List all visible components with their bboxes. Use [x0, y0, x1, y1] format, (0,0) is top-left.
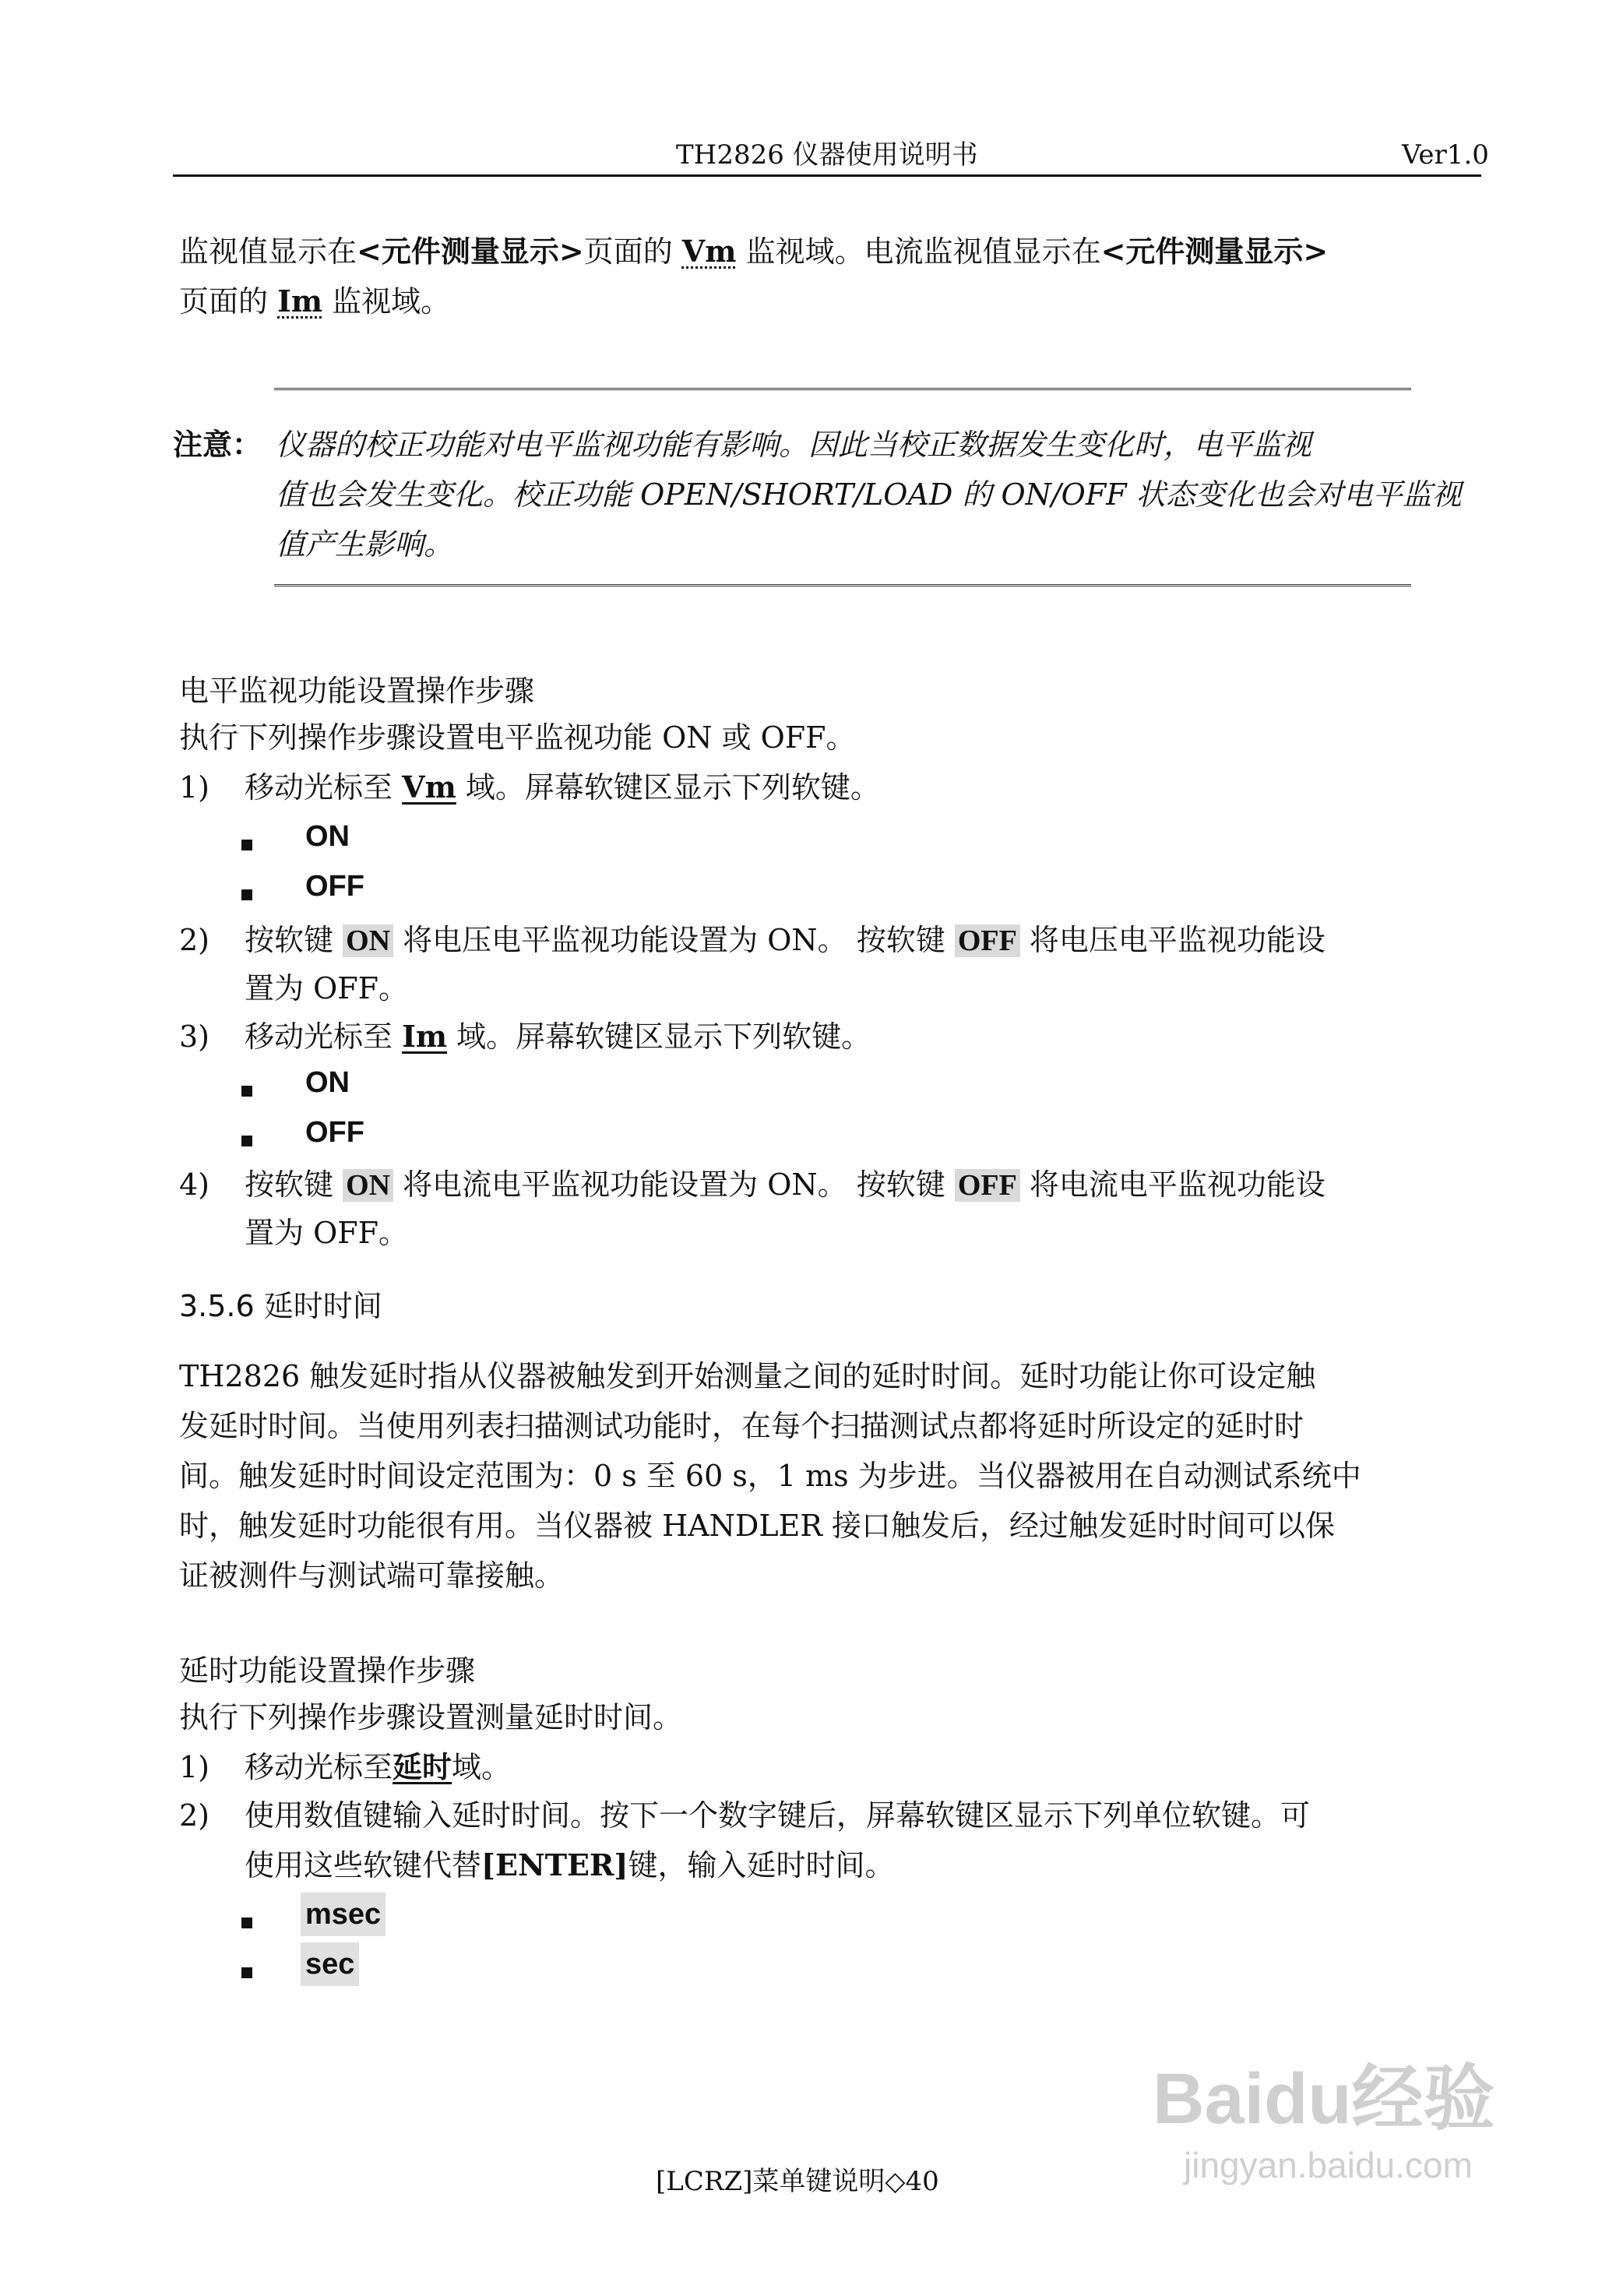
delay-intro: 执行下列操作步骤设置测量延时时间。 — [179, 1700, 683, 1734]
level-step-4-line-2: 置为 OFF。 — [245, 1216, 408, 1250]
intro-line-2: 页面的 Im 监视域。 — [179, 283, 451, 319]
softkey-on[interactable]: ON — [305, 1066, 350, 1099]
note-line-3: 值产生影响。 — [276, 527, 454, 562]
header-title: TH2826 仪器使用说明书 — [676, 139, 978, 171]
delay-step-1-num: 1) — [179, 1750, 210, 1784]
level-step-1: 移动光标至 Vm 域。屏幕软键区显示下列软键。 — [245, 769, 880, 805]
note-line-1: 仪器的校正功能对电平监视功能有影响。因此当校正数据发生变化时，电平监视 — [276, 428, 1312, 462]
section-title: 3.5.6 延时时间 — [179, 1289, 382, 1323]
enter-key: [ENTER] — [481, 1847, 628, 1882]
delay-paragraph-line-5: 证被测件与测试端可靠接触。 — [179, 1558, 565, 1593]
bullet-icon — [241, 1917, 252, 1928]
softkey-on[interactable]: ON — [305, 820, 350, 853]
level-heading: 电平监视功能设置操作步骤 — [179, 674, 535, 708]
watermark-brand: Baidu经验 — [1153, 2059, 1495, 2139]
level-step-2: 按软键 ON 将电压电平监视功能设置为 ON。 按软键 OFF 将电压电平监视功能设 — [245, 923, 1326, 957]
delay-paragraph-line-4: 时，触发延时功能很有用。当仪器被 HANDLER 接口触发后，经过触发延时时间可以保 — [179, 1509, 1336, 1543]
bullet-icon — [241, 1136, 252, 1146]
level-step-3: 移动光标至 Im 域。屏幕软键区显示下列软键。 — [245, 1019, 871, 1054]
level-step-3-num: 3) — [179, 1019, 210, 1054]
level-step-2-num: 2) — [179, 923, 210, 957]
delay-paragraph-line-1: TH2826 触发延时指从仪器被触发到开始测量之间的延时时间。延时功能让你可设定触 — [179, 1359, 1316, 1393]
note-line-2: 值也会发生变化。校正功能 OPEN/SHORT/LOAD 的 ON/OFF 状态变化也会对电平监视 — [276, 477, 1462, 512]
bullet-icon — [241, 889, 252, 900]
note-bottom-rule — [274, 584, 1411, 586]
softkey-msec[interactable]: msec — [301, 1893, 386, 1936]
softkey-sec[interactable]: sec — [301, 1942, 359, 1986]
softkey-off[interactable]: OFF — [305, 870, 364, 903]
note-top-rule — [274, 388, 1411, 390]
delay-step-2-num: 2) — [179, 1798, 210, 1833]
baidu-watermark — [1153, 2056, 1589, 2196]
level-step-2-line-2: 置为 OFF。 — [245, 971, 408, 1005]
im-field: Im — [277, 283, 323, 319]
delay-paragraph-line-3: 间。触发延时时间设定范围为：0 s 至 60 s，1 ms 为步进。当仪器被用在自动测试系统中 — [179, 1459, 1361, 1493]
delay-step-2-line-2: 使用这些软键代替[ENTER]键，输入延时时间。 — [245, 1847, 895, 1882]
level-step-4: 按软键 ON 将电流电平监视功能设置为 ON。 按软键 OFF 将电流电平监视功能设 — [245, 1167, 1326, 1202]
level-step-4-num: 4) — [179, 1167, 210, 1202]
delay-heading: 延时功能设置操作步骤 — [179, 1653, 476, 1688]
header-rule — [173, 174, 1481, 177]
delay-step-2-line-1: 使用数值键输入延时时间。按下一个数字键后，屏幕软键区显示下列单位软键。可 — [245, 1798, 1311, 1833]
header-version: Ver1.0 — [1402, 139, 1489, 171]
level-intro: 执行下列操作步骤设置电平监视功能 ON 或 OFF。 — [179, 720, 856, 755]
delay-paragraph-line-2: 发延时时间。当使用列表扫描测试功能时，在每个扫描测试点都将延时所设定的延时时 — [179, 1409, 1304, 1443]
intro-line-1: 监视值显示在<元件测量显示>页面的 Vm 监视域。电流监视值显示在<元件测量显示> — [179, 234, 1329, 269]
footer-page-label: [LCRZ]菜单键说明◇40 — [656, 2166, 939, 2197]
bullet-icon — [241, 840, 252, 850]
watermark-url: jingyan.baidu.com — [1184, 2145, 1473, 2185]
softkey-off[interactable]: OFF — [305, 1116, 364, 1149]
bullet-icon — [241, 1086, 252, 1097]
vm-field: Vm — [681, 234, 737, 269]
level-step-1-num: 1) — [179, 770, 210, 805]
note-label: 注意： — [173, 427, 262, 462]
bullet-icon — [241, 1967, 252, 1978]
delay-step-1: 移动光标至延时域。 — [245, 1749, 512, 1784]
